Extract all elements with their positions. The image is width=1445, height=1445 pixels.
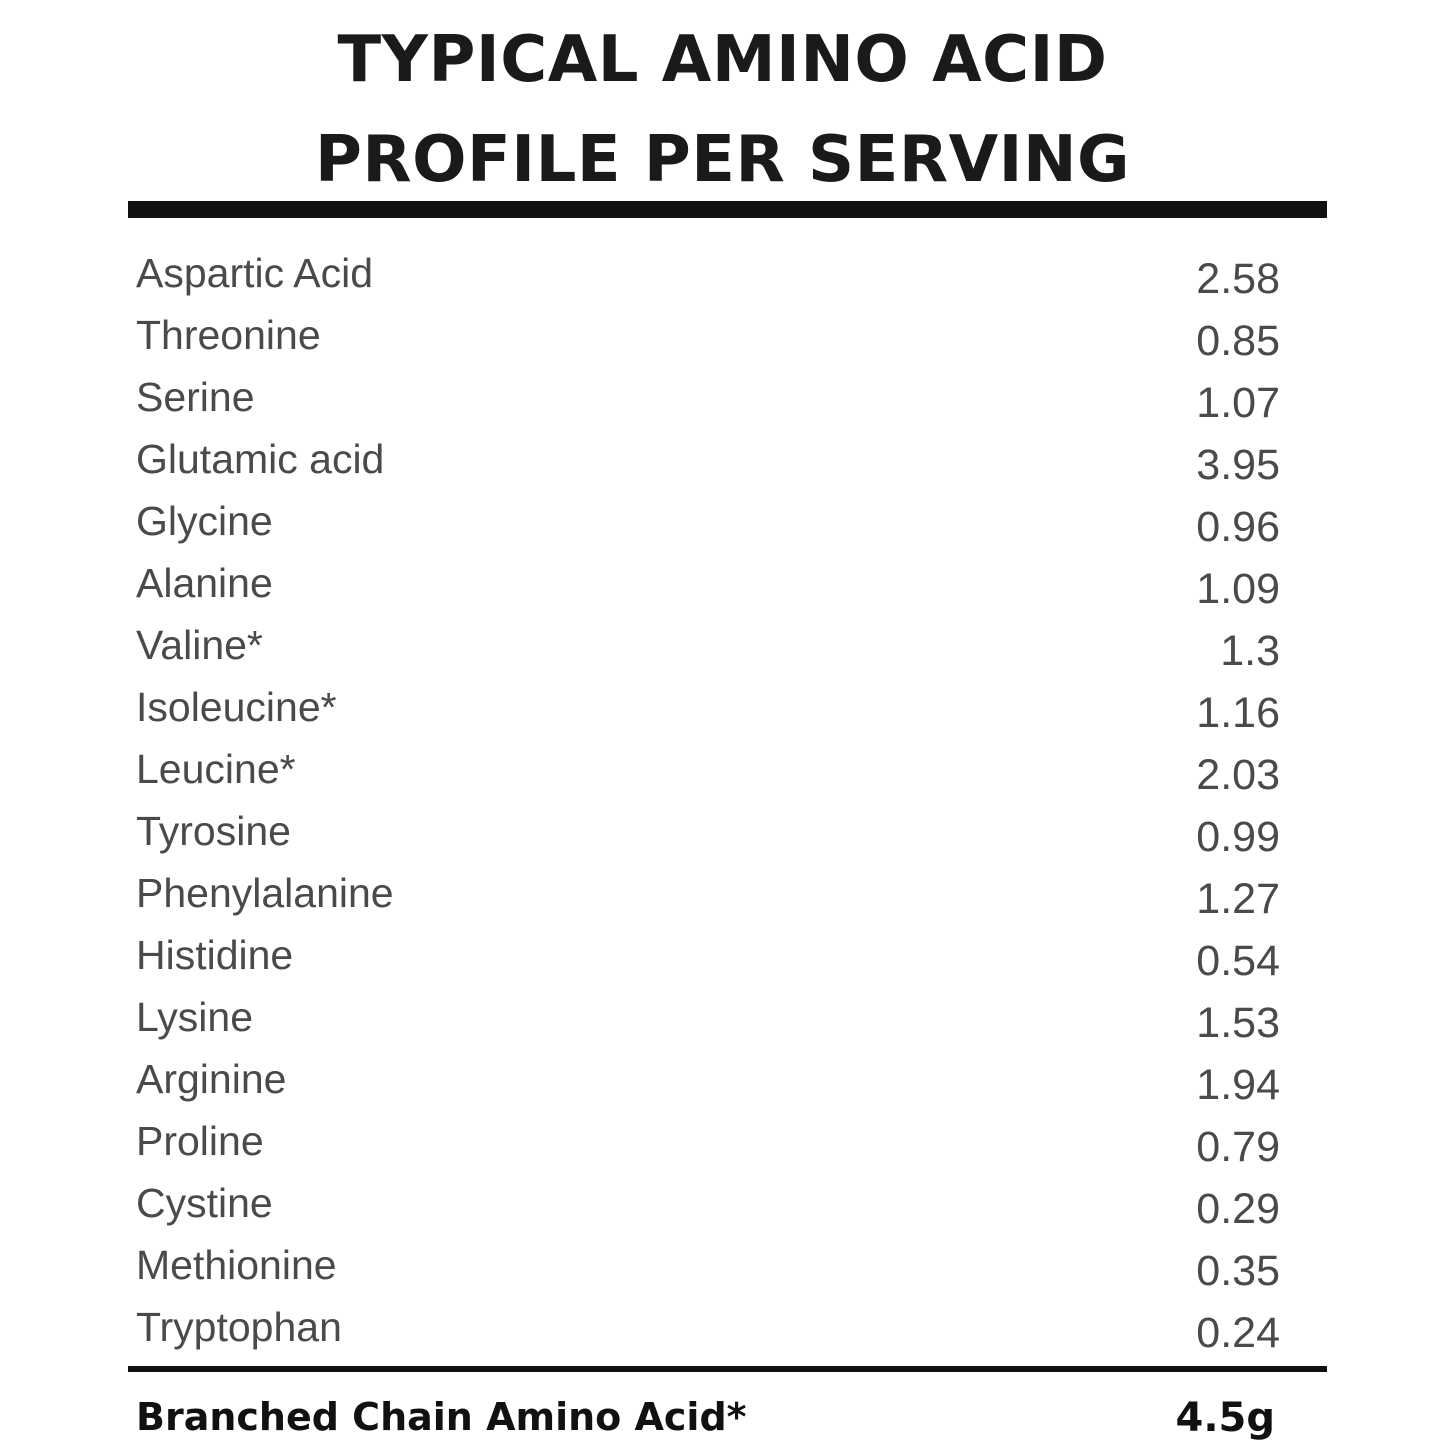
amino-acid-name: Glutamic acid	[136, 436, 385, 482]
amino-acid-name: Tryptophan	[136, 1304, 342, 1350]
amino-acid-value: 1.07	[1196, 379, 1280, 427]
amino-acid-value: 1.3	[1220, 627, 1280, 675]
amino-acid-name: Aspartic Acid	[136, 250, 373, 296]
total-value: 4.5g	[1175, 1395, 1275, 1441]
amino-acid-value: 0.79	[1196, 1123, 1280, 1171]
bottom-divider	[128, 1366, 1327, 1372]
amino-acid-name: Cystine	[136, 1180, 273, 1226]
amino-acid-value: 0.24	[1196, 1309, 1280, 1357]
amino-acid-name: Methionine	[136, 1242, 337, 1288]
page-title-line-2: PROFILE PER SERVING	[314, 123, 1131, 197]
amino-acid-name: Threonine	[136, 312, 321, 358]
amino-acid-value: 0.29	[1196, 1185, 1280, 1233]
amino-acid-value: 0.35	[1196, 1247, 1280, 1295]
page-title-line-1: TYPICAL AMINO ACID	[337, 23, 1108, 97]
amino-acid-name: Proline	[136, 1118, 264, 1164]
amino-acid-name: Alanine	[136, 560, 273, 606]
amino-acid-name: Leucine*	[136, 746, 296, 792]
amino-acid-name: Isoleucine*	[136, 684, 337, 730]
amino-acid-value: 0.54	[1196, 937, 1280, 985]
amino-acid-name: Serine	[136, 374, 255, 420]
amino-acid-value: 1.09	[1196, 565, 1280, 613]
amino-acid-value: 1.27	[1196, 875, 1280, 923]
amino-acid-value: 0.96	[1196, 503, 1280, 551]
amino-acid-value: 2.03	[1196, 751, 1280, 799]
amino-acid-name: Tyrosine	[136, 808, 291, 854]
amino-acid-value: 1.94	[1196, 1061, 1280, 1109]
amino-acid-value: 2.58	[1196, 255, 1280, 303]
amino-acid-value: 0.85	[1196, 317, 1280, 365]
total-label: Branched Chain Amino Acid*	[136, 1395, 747, 1439]
amino-acid-name: Lysine	[136, 994, 253, 1040]
amino-acid-value: 3.95	[1196, 441, 1280, 489]
amino-acid-value: 0.99	[1196, 813, 1280, 861]
amino-acid-value: 1.16	[1196, 689, 1280, 737]
amino-acid-name: Glycine	[136, 498, 273, 544]
amino-acid-name: Histidine	[136, 932, 294, 978]
amino-acid-name: Phenylalanine	[136, 870, 394, 916]
amino-acid-name: Valine*	[136, 622, 263, 668]
amino-acid-value: 1.53	[1196, 999, 1280, 1047]
amino-acid-name: Arginine	[136, 1056, 287, 1102]
